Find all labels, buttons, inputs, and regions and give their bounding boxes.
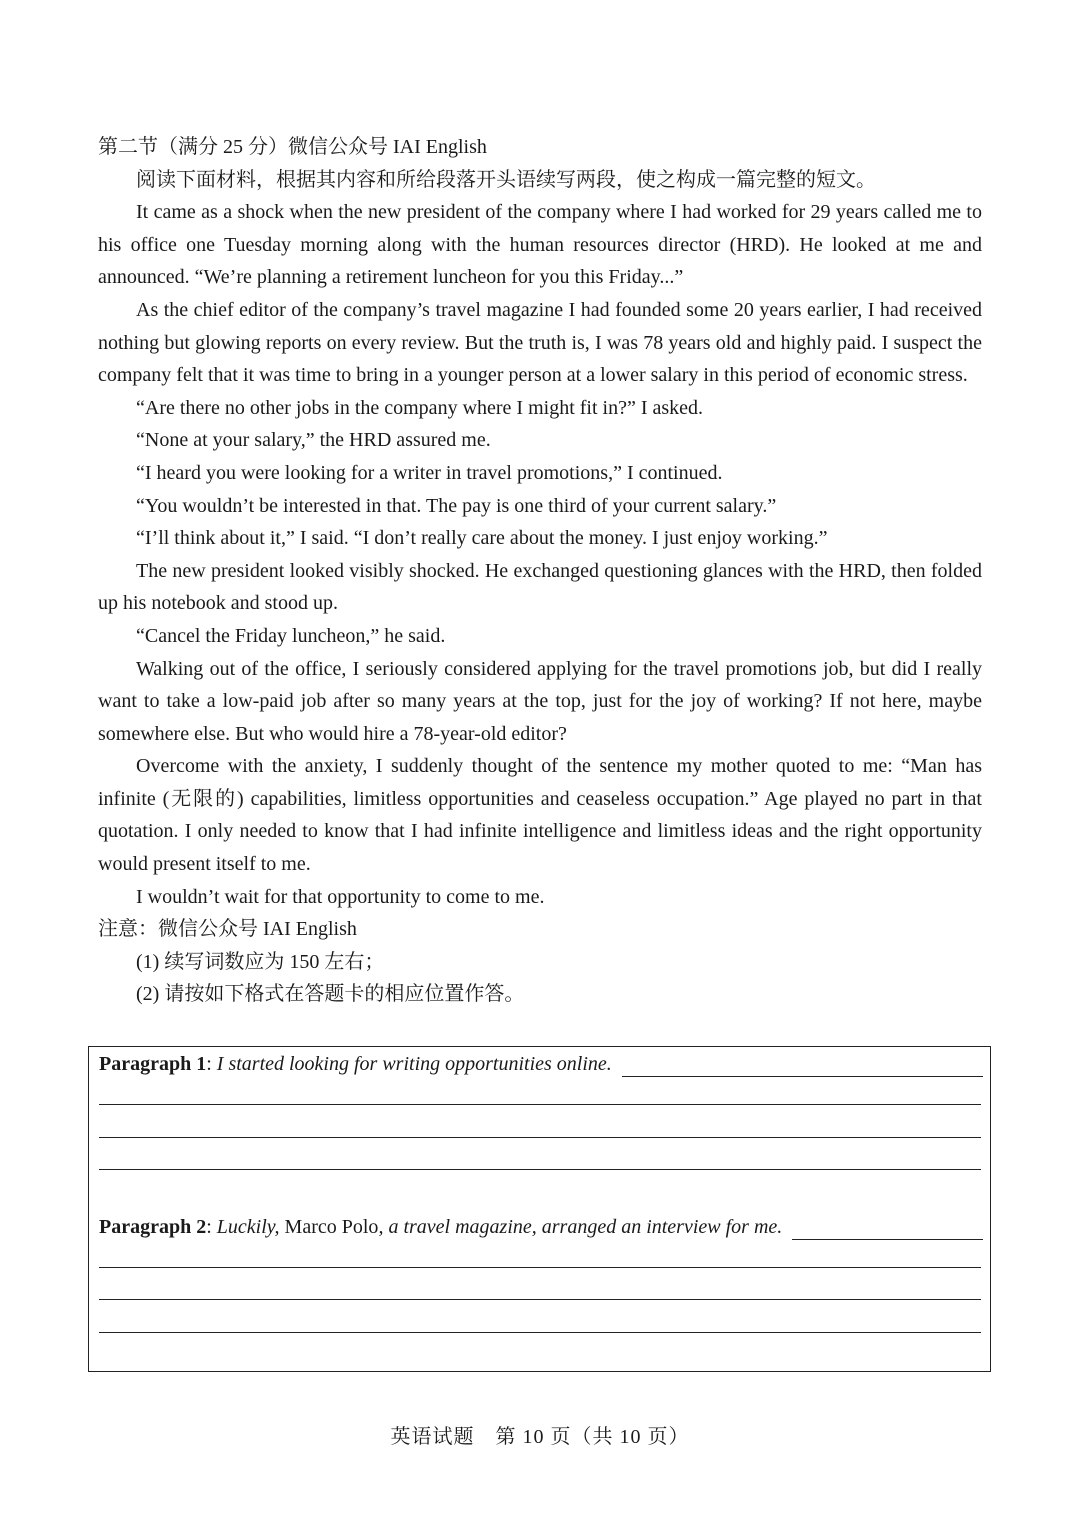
story-paragraph: “You wouldn’t be interested in that. The pay is one third of your current salary.” [136, 494, 777, 517]
document-body [98, 131, 982, 1011]
paragraph-1-text: I started looking for writing opportunities online. [216, 1053, 612, 1075]
section-header: 第二节（满分 25 分）微信公众号 IAI English [98, 136, 487, 158]
story-paragraph: “Cancel the Friday luncheon,” he said. [136, 624, 446, 647]
story-paragraph: Walking out of the office, I seriously considered applying for the travel promotions job, but did I really want to take a low-paid job after so many years at the top, just for the joy of working? If not here, maybe somewhere else. But who would hire a 78-year-old editor? [98, 657, 982, 745]
story-paragraph: Overcome with the anxiety, I suddenly thought of the sentence my mother quoted to me: “Man has infinite (无限的) capabilities, limitless opportunities and ceaseless occupation.” Age played no part in that quotation. I only needed to know that I had infinite intelligence and limitless ideas and the right opportunity would present itself to me. [98, 755, 982, 876]
paragraph-1-prompt: Paragraph 1 : I started looking for writing opportunities online. [99, 1051, 983, 1077]
answer-line[interactable] [99, 1104, 981, 1105]
note-item: (1) 续写词数应为 150 左右； [136, 950, 385, 973]
story-paragraph: “I heard you were looking for a writer in travel promotions,” I continued. [136, 461, 723, 484]
note-item: (2) 请按如下格式在答题卡的相应位置作答。 [136, 983, 525, 1006]
paragraph-1-label: Paragraph 1 [99, 1053, 207, 1075]
instruction: 阅读下面材料，根据其内容和所给段落开头语续写两段，使之构成一篇完整的短文。 [136, 168, 876, 191]
story-paragraph: “I’ll think about it,” I said. “I don’t really care about the money. I just enjoy working.” [136, 527, 828, 550]
answer-box [88, 1046, 991, 1372]
paragraph-2-rest: , a travel magazine, arranged an interview for me. [378, 1216, 783, 1238]
story-paragraph: I wouldn’t wait for that opportunity to come to me. [136, 885, 545, 908]
answer-line[interactable] [622, 1056, 983, 1077]
story-paragraph: It came as a shock when the new president of the company where I had worked for 29 years called me to his office one Tuesday morning along with the human resources director (HRD). He looked at me and announced. “We’re planning a retirement luncheon for you this Friday...” [98, 201, 982, 289]
story-paragraph: “None at your salary,” the HRD assured me. [136, 429, 491, 452]
paragraph-2-label: Paragraph 2 [99, 1216, 207, 1238]
answer-line[interactable] [99, 1267, 981, 1268]
story-paragraph: As the chief editor of the company’s travel magazine I had founded some 20 years earlier, I had received nothing but glowing reports on every review. But the truth is, I was 78 years old and highly paid. I suspect the company felt that it was time to bring in a younger person at a lower salary in this period of economic stress. [98, 298, 982, 387]
notes-heading: 注意：微信公众号 IAI English [98, 918, 357, 941]
story-paragraph: The new president looked visibly shocked. He exchanged questioning glances with the HRD, then folded up his notebook and stood up. [98, 559, 982, 615]
page-footer: 英语试题 第 10 页（共 10 页） [390, 1426, 690, 1448]
answer-line[interactable] [99, 1332, 981, 1333]
magazine-name: Marco Polo [284, 1216, 379, 1238]
answer-line[interactable] [99, 1137, 981, 1138]
answer-line[interactable] [792, 1219, 983, 1240]
paragraph-2-lead: Luckily, [216, 1216, 280, 1238]
story-paragraph: “Are there no other jobs in the company where I might fit in?” I asked. [136, 396, 704, 419]
answer-line[interactable] [99, 1169, 981, 1170]
answer-line[interactable] [99, 1299, 981, 1300]
paragraph-2-prompt: Paragraph 2 : Luckily, Marco Polo , a travel magazine, arranged an interview for me. [99, 1214, 983, 1240]
